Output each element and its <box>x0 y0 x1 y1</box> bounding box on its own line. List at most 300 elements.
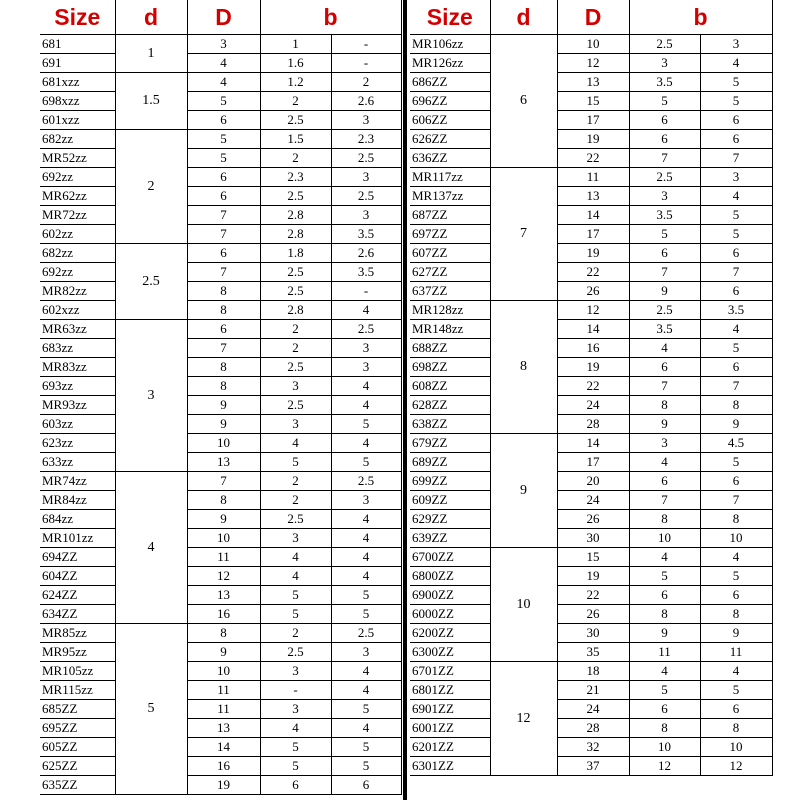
cell-width-shielded: 5 <box>700 92 772 111</box>
table-row <box>40 529 401 548</box>
cell-outer-diameter: 19 <box>557 130 629 149</box>
cell-width-shielded: - <box>331 282 401 301</box>
cell-width-open: 3 <box>629 187 700 206</box>
cell-outer-diameter: 9 <box>187 396 260 415</box>
cell-width-shielded: 2.6 <box>331 244 401 263</box>
table-row <box>40 54 401 73</box>
cell-size: MR117zz <box>410 168 490 187</box>
cell-width-open: 9 <box>629 282 700 301</box>
cell-size: 689ZZ <box>410 453 490 472</box>
cell-width-shielded: 4 <box>331 681 401 700</box>
cell-outer-diameter: 6 <box>187 168 260 187</box>
cell-outer-diameter: 30 <box>557 529 629 548</box>
table-row <box>40 320 401 339</box>
cell-outer-diameter: 6 <box>187 111 260 130</box>
cell-outer-diameter: 12 <box>557 54 629 73</box>
cell-size: 698xzz <box>40 92 115 111</box>
cell-size: 6300ZZ <box>410 643 490 662</box>
cell-outer-diameter: 16 <box>557 339 629 358</box>
cell-size: 682zz <box>40 130 115 149</box>
cell-outer-diameter: 9 <box>187 643 260 662</box>
header-row <box>40 0 401 35</box>
cell-width-open: 8 <box>629 605 700 624</box>
cell-width-open: 10 <box>629 738 700 757</box>
cell-width-shielded: 5 <box>700 225 772 244</box>
table-row <box>410 434 772 453</box>
cell-width-open: 2.5 <box>629 168 700 187</box>
cell-width-shielded: 3 <box>331 339 401 358</box>
cell-width-open: 4 <box>629 339 700 358</box>
cell-width-open: - <box>260 681 331 700</box>
table-row <box>410 586 772 605</box>
table-row <box>40 149 401 168</box>
cell-width-shielded: 6 <box>331 776 401 795</box>
cell-width-open: 2.5 <box>629 301 700 320</box>
cell-width-shielded: 4 <box>700 54 772 73</box>
table-row <box>40 700 401 719</box>
table-row <box>40 168 401 187</box>
cell-width-shielded: 9 <box>700 415 772 434</box>
cell-outer-diameter: 8 <box>187 301 260 320</box>
cell-size: 607ZZ <box>410 244 490 263</box>
cell-width-open: 1.2 <box>260 73 331 92</box>
cell-width-shielded: 12 <box>700 757 772 776</box>
cell-width-open: 2.5 <box>260 396 331 415</box>
table-row <box>410 453 772 472</box>
cell-inner-diameter: 8 <box>490 301 557 434</box>
cell-size: 635ZZ <box>40 776 115 795</box>
cell-width-shielded: 5 <box>700 453 772 472</box>
table-row <box>40 73 401 92</box>
cell-size: 697ZZ <box>410 225 490 244</box>
cell-width-shielded: 4 <box>331 396 401 415</box>
cell-width-shielded: 5 <box>331 700 401 719</box>
cell-outer-diameter: 14 <box>187 738 260 757</box>
cell-width-open: 2.5 <box>629 35 700 54</box>
cell-outer-diameter: 21 <box>557 681 629 700</box>
cell-size: 6000ZZ <box>410 605 490 624</box>
table-body-right <box>410 35 772 776</box>
cell-width-open: 4 <box>629 548 700 567</box>
table-row <box>410 54 772 73</box>
cell-width-open: 3 <box>629 434 700 453</box>
cell-outer-diameter: 19 <box>557 567 629 586</box>
cell-outer-diameter: 13 <box>187 719 260 738</box>
table-row <box>40 263 401 282</box>
cell-width-open: 5 <box>260 757 331 776</box>
cell-width-open: 8 <box>629 510 700 529</box>
header-d: d <box>490 0 557 35</box>
cell-width-shielded: 2.5 <box>331 472 401 491</box>
cell-size: 6301ZZ <box>410 757 490 776</box>
cell-size: MR115zz <box>40 681 115 700</box>
cell-inner-diameter: 9 <box>490 434 557 548</box>
cell-outer-diameter: 11 <box>557 168 629 187</box>
cell-width-open: 4 <box>260 567 331 586</box>
cell-width-open: 9 <box>629 415 700 434</box>
cell-inner-diameter: 1 <box>115 35 187 73</box>
cell-width-open: 2 <box>260 491 331 510</box>
cell-width-open: 6 <box>629 586 700 605</box>
cell-outer-diameter: 17 <box>557 111 629 130</box>
cell-outer-diameter: 11 <box>187 548 260 567</box>
cell-outer-diameter: 8 <box>187 377 260 396</box>
cell-outer-diameter: 13 <box>557 73 629 92</box>
cell-width-open: 3 <box>629 54 700 73</box>
cell-width-open: 1.8 <box>260 244 331 263</box>
table-row <box>40 738 401 757</box>
cell-width-shielded: 4 <box>700 187 772 206</box>
table-row <box>410 339 772 358</box>
cell-outer-diameter: 19 <box>557 358 629 377</box>
table-row <box>410 320 772 339</box>
cell-width-open: 3 <box>260 415 331 434</box>
cell-width-shielded: 4 <box>331 719 401 738</box>
cell-outer-diameter: 22 <box>557 149 629 168</box>
cell-size: 6900ZZ <box>410 586 490 605</box>
cell-size: MR101zz <box>40 529 115 548</box>
left-table-panel <box>40 0 401 800</box>
table-row <box>40 719 401 738</box>
cell-outer-diameter: 17 <box>557 225 629 244</box>
table-row <box>410 415 772 434</box>
cell-size: 695ZZ <box>40 719 115 738</box>
cell-size: 6700ZZ <box>410 548 490 567</box>
cell-width-shielded: 7 <box>700 149 772 168</box>
cell-size: 681xzz <box>40 73 115 92</box>
cell-width-open: 2.3 <box>260 168 331 187</box>
cell-width-shielded: 4 <box>331 529 401 548</box>
cell-width-open: 5 <box>629 681 700 700</box>
cell-inner-diameter: 12 <box>490 662 557 776</box>
cell-inner-diameter: 3 <box>115 320 187 472</box>
cell-size: MR95zz <box>40 643 115 662</box>
table-row <box>410 282 772 301</box>
cell-size: 692zz <box>40 168 115 187</box>
cell-outer-diameter: 22 <box>557 377 629 396</box>
cell-width-shielded: 3 <box>331 111 401 130</box>
cell-width-open: 5 <box>629 92 700 111</box>
cell-size: MR52zz <box>40 149 115 168</box>
cell-width-shielded: 6 <box>700 358 772 377</box>
cell-width-open: 12 <box>629 757 700 776</box>
header-size: Size <box>40 0 115 35</box>
bearing-table-right <box>410 0 773 776</box>
cell-width-shielded: 5 <box>331 453 401 472</box>
table-row <box>40 491 401 510</box>
cell-width-open: 7 <box>629 491 700 510</box>
cell-size: 693zz <box>40 377 115 396</box>
table-row <box>410 662 772 681</box>
cell-outer-diameter: 12 <box>187 567 260 586</box>
table-row <box>410 168 772 187</box>
cell-outer-diameter: 10 <box>187 662 260 681</box>
table-row <box>40 510 401 529</box>
cell-width-open: 6 <box>629 472 700 491</box>
cell-width-shielded: 5 <box>700 206 772 225</box>
cell-width-open: 7 <box>629 149 700 168</box>
cell-size: 691 <box>40 54 115 73</box>
cell-width-open: 2 <box>260 472 331 491</box>
table-row <box>410 567 772 586</box>
cell-width-open: 3.5 <box>629 73 700 92</box>
cell-outer-diameter: 14 <box>557 434 629 453</box>
table-row <box>410 358 772 377</box>
table-row <box>40 415 401 434</box>
cell-outer-diameter: 13 <box>557 187 629 206</box>
cell-outer-diameter: 10 <box>557 35 629 54</box>
cell-width-shielded: 4.5 <box>700 434 772 453</box>
table-row <box>40 130 401 149</box>
cell-size: 698ZZ <box>410 358 490 377</box>
table-row <box>40 586 401 605</box>
cell-width-shielded: 4 <box>331 548 401 567</box>
cell-width-shielded: 4 <box>331 567 401 586</box>
cell-width-open: 3 <box>260 377 331 396</box>
cell-width-open: 2.8 <box>260 301 331 320</box>
table-row <box>410 149 772 168</box>
cell-outer-diameter: 7 <box>187 472 260 491</box>
cell-size: 699ZZ <box>410 472 490 491</box>
cell-width-shielded: 4 <box>700 548 772 567</box>
cell-outer-diameter: 35 <box>557 643 629 662</box>
cell-outer-diameter: 24 <box>557 491 629 510</box>
cell-size: 683zz <box>40 339 115 358</box>
table-row <box>410 700 772 719</box>
cell-outer-diameter: 16 <box>187 757 260 776</box>
cell-size: 636ZZ <box>410 149 490 168</box>
cell-size: MR148zz <box>410 320 490 339</box>
cell-size: 688ZZ <box>410 339 490 358</box>
cell-width-shielded: 2.5 <box>331 187 401 206</box>
cell-size: 629ZZ <box>410 510 490 529</box>
cell-width-shielded: 8 <box>700 510 772 529</box>
table-row <box>410 111 772 130</box>
cell-width-open: 9 <box>629 624 700 643</box>
header-outer-diameter: D <box>557 0 629 35</box>
table-row <box>410 35 772 54</box>
cell-size: 687ZZ <box>410 206 490 225</box>
cell-width-shielded: 5 <box>700 73 772 92</box>
cell-width-shielded: 3.5 <box>331 263 401 282</box>
cell-width-open: 2.5 <box>260 510 331 529</box>
cell-width-shielded: 2.3 <box>331 130 401 149</box>
cell-width-open: 1.5 <box>260 130 331 149</box>
cell-width-open: 2.5 <box>260 111 331 130</box>
table-row <box>410 757 772 776</box>
cell-width-open: 3.5 <box>629 320 700 339</box>
cell-size: 623zz <box>40 434 115 453</box>
header-width: b <box>260 0 401 35</box>
table-row <box>40 548 401 567</box>
cell-outer-diameter: 14 <box>557 206 629 225</box>
cell-size: 627ZZ <box>410 263 490 282</box>
cell-outer-diameter: 10 <box>187 529 260 548</box>
cell-size: 609ZZ <box>410 491 490 510</box>
cell-size: 6201ZZ <box>410 738 490 757</box>
cell-size: 6001ZZ <box>410 719 490 738</box>
cell-size: 606ZZ <box>410 111 490 130</box>
cell-outer-diameter: 8 <box>187 491 260 510</box>
header-size: Size <box>410 0 490 35</box>
table-row <box>40 377 401 396</box>
cell-outer-diameter: 37 <box>557 757 629 776</box>
header-outer-diameter: D <box>187 0 260 35</box>
cell-width-shielded: 5 <box>700 681 772 700</box>
cell-width-open: 6 <box>629 700 700 719</box>
cell-size: 681 <box>40 35 115 54</box>
cell-width-open: 4 <box>629 453 700 472</box>
cell-width-open: 10 <box>629 529 700 548</box>
cell-width-open: 3.5 <box>629 206 700 225</box>
cell-outer-diameter: 7 <box>187 339 260 358</box>
cell-outer-diameter: 28 <box>557 719 629 738</box>
cell-width-shielded: 5 <box>331 605 401 624</box>
cell-width-open: 5 <box>629 225 700 244</box>
cell-width-open: 2.5 <box>260 282 331 301</box>
cell-outer-diameter: 26 <box>557 510 629 529</box>
cell-width-shielded: 2.5 <box>331 320 401 339</box>
cell-width-shielded: 4 <box>700 662 772 681</box>
cell-outer-diameter: 15 <box>557 548 629 567</box>
cell-size: 602xzz <box>40 301 115 320</box>
cell-width-open: 8 <box>629 396 700 415</box>
cell-size: 686ZZ <box>410 73 490 92</box>
cell-size: 6801ZZ <box>410 681 490 700</box>
cell-size: MR74zz <box>40 472 115 491</box>
cell-width-shielded: 2.6 <box>331 92 401 111</box>
cell-outer-diameter: 7 <box>187 225 260 244</box>
cell-outer-diameter: 6 <box>187 320 260 339</box>
table-row <box>40 396 401 415</box>
cell-width-shielded: 2.5 <box>331 624 401 643</box>
cell-width-shielded: 4 <box>331 434 401 453</box>
cell-size: 625ZZ <box>40 757 115 776</box>
cell-width-shielded: 9 <box>700 624 772 643</box>
cell-width-open: 2.5 <box>260 187 331 206</box>
cell-inner-diameter: 1.5 <box>115 73 187 130</box>
cell-width-open: 6 <box>629 358 700 377</box>
cell-size: 626ZZ <box>410 130 490 149</box>
cell-width-shielded: 4 <box>331 662 401 681</box>
cell-outer-diameter: 12 <box>557 301 629 320</box>
table-row <box>40 206 401 225</box>
cell-outer-diameter: 8 <box>187 282 260 301</box>
cell-outer-diameter: 8 <box>187 624 260 643</box>
cell-outer-diameter: 26 <box>557 605 629 624</box>
cell-width-open: 5 <box>629 567 700 586</box>
cell-outer-diameter: 20 <box>557 472 629 491</box>
cell-size: MR137zz <box>410 187 490 206</box>
cell-size: MR84zz <box>40 491 115 510</box>
table-row <box>40 35 401 54</box>
cell-width-open: 2.5 <box>260 358 331 377</box>
cell-width-shielded: 4 <box>700 320 772 339</box>
table-row <box>410 719 772 738</box>
cell-width-open: 4 <box>629 662 700 681</box>
cell-width-open: 6 <box>629 130 700 149</box>
table-row <box>410 624 772 643</box>
table-row <box>40 681 401 700</box>
table-row <box>410 396 772 415</box>
cell-outer-diameter: 10 <box>187 434 260 453</box>
cell-outer-diameter: 19 <box>557 244 629 263</box>
cell-width-shielded: 5 <box>700 567 772 586</box>
cell-outer-diameter: 14 <box>557 320 629 339</box>
cell-size: 624ZZ <box>40 586 115 605</box>
cell-outer-diameter: 4 <box>187 73 260 92</box>
cell-width-open: 6 <box>629 111 700 130</box>
cell-width-open: 2 <box>260 624 331 643</box>
cell-size: 604ZZ <box>40 567 115 586</box>
table-row <box>410 92 772 111</box>
table-row <box>40 339 401 358</box>
table-row <box>410 472 772 491</box>
cell-width-shielded: 6 <box>700 282 772 301</box>
table-row <box>40 643 401 662</box>
cell-size: 628ZZ <box>410 396 490 415</box>
cell-width-open: 2.5 <box>260 643 331 662</box>
cell-outer-diameter: 17 <box>557 453 629 472</box>
header-width: b <box>629 0 772 35</box>
cell-width-open: 3 <box>260 700 331 719</box>
cell-width-shielded: 3 <box>331 358 401 377</box>
cell-size: 602zz <box>40 225 115 244</box>
cell-width-shielded: 3 <box>331 491 401 510</box>
cell-size: 634ZZ <box>40 605 115 624</box>
cell-inner-diameter: 10 <box>490 548 557 662</box>
cell-outer-diameter: 28 <box>557 415 629 434</box>
cell-size: MR82zz <box>40 282 115 301</box>
cell-width-shielded: 3 <box>700 35 772 54</box>
cell-outer-diameter: 15 <box>557 92 629 111</box>
cell-width-shielded: - <box>331 35 401 54</box>
cell-outer-diameter: 5 <box>187 130 260 149</box>
table-row <box>410 263 772 282</box>
center-divider <box>403 0 407 800</box>
cell-width-shielded: 8 <box>700 396 772 415</box>
cell-outer-diameter: 22 <box>557 586 629 605</box>
cell-size: 6701ZZ <box>410 662 490 681</box>
table-row <box>40 301 401 320</box>
table-row <box>40 244 401 263</box>
table-row <box>410 187 772 206</box>
cell-width-open: 6 <box>629 244 700 263</box>
cell-width-shielded: 3 <box>331 168 401 187</box>
cell-outer-diameter: 18 <box>557 662 629 681</box>
cell-width-shielded: 5 <box>331 415 401 434</box>
cell-size: MR83zz <box>40 358 115 377</box>
cell-width-open: 2 <box>260 320 331 339</box>
cell-width-shielded: 3 <box>331 206 401 225</box>
cell-width-open: 4 <box>260 719 331 738</box>
cell-inner-diameter: 6 <box>490 35 557 168</box>
cell-width-shielded: 3 <box>331 643 401 662</box>
cell-size: MR62zz <box>40 187 115 206</box>
cell-size: MR128zz <box>410 301 490 320</box>
cell-width-open: 7 <box>629 377 700 396</box>
cell-inner-diameter: 7 <box>490 168 557 301</box>
cell-outer-diameter: 19 <box>187 776 260 795</box>
table-row <box>410 548 772 567</box>
table-row <box>410 529 772 548</box>
cell-size: 638ZZ <box>410 415 490 434</box>
cell-width-shielded: 5 <box>331 738 401 757</box>
table-row <box>40 757 401 776</box>
cell-width-open: 1 <box>260 35 331 54</box>
cell-width-open: 6 <box>260 776 331 795</box>
cell-size: 6200ZZ <box>410 624 490 643</box>
